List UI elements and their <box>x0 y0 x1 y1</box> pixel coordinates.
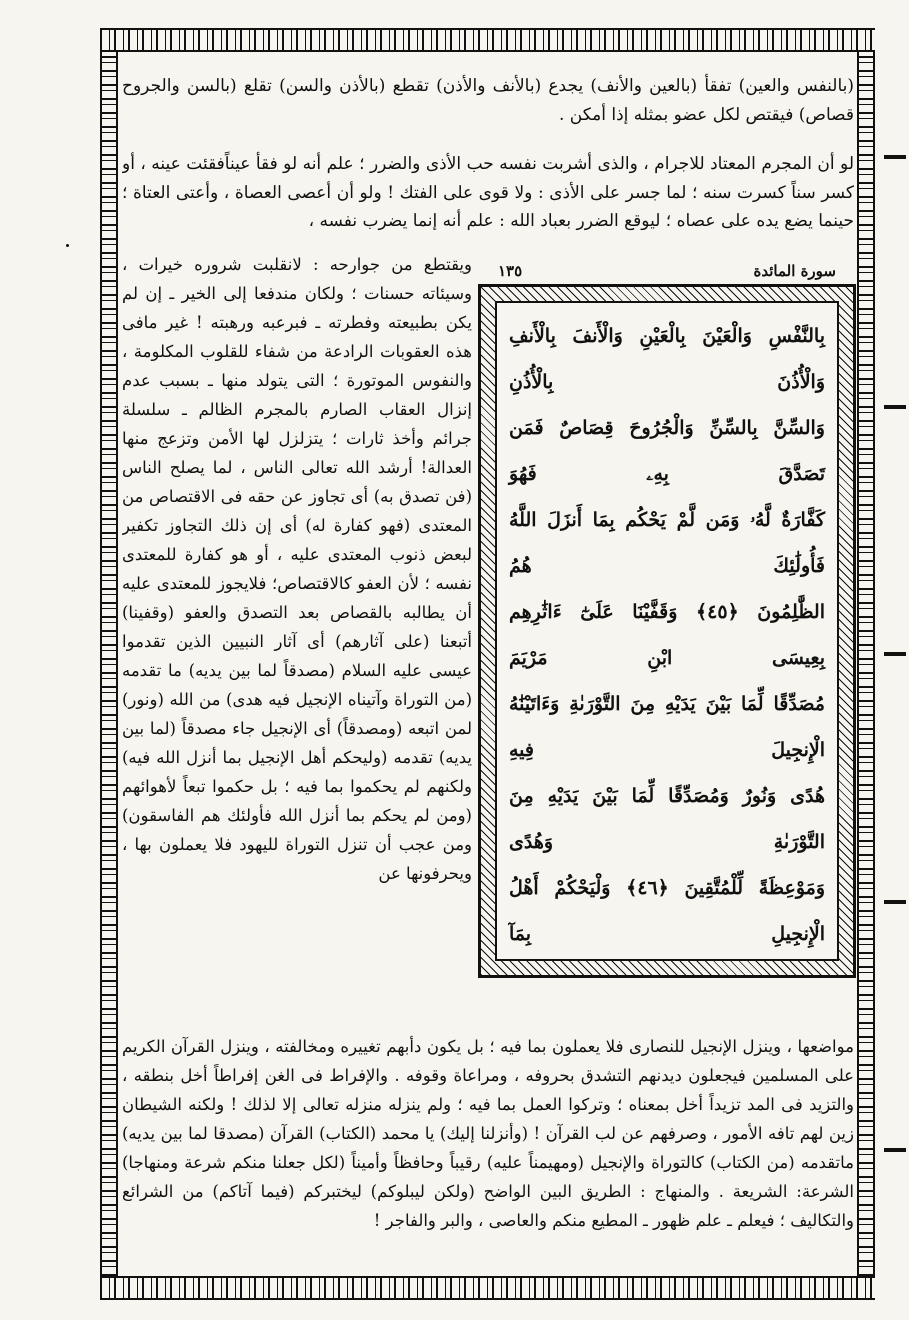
margin-mark <box>884 405 906 409</box>
commentary-column-text: ويقتطع من جوارحه : لانقلبت شروره خيرات ، وسيئاته حسنات ؛ ولكان مندفعا إلى الخير ـ إن لم يكن بطبيعته وفطرته ـ فبرعبه ورهبته ! غير مافى هذه العقوبات الرادعة من شفاء للقلوب المكلومة ، والنفوس الموتورة ؛ التى يتولد منها ـ بسبب عدم إنزال العقاب الصارم بالمجرم الظالم ـ سلسلة جرائم وأخذ ثارات ؛ يتزلزل لها الأمن وتزعج منها العدالة! أرشد الله تعالى الناس ، لما يصلح الناس (فن تصدق به) أى تجاوز عن حقه فى الاقتصاص من المعتدى (فهو كفارة له) أى إن ذلك التجاوز تكفير لبعض ذنوب المعتدى عليه ، أو هو كفارة للمعتدى نفسه ؛ لأن العفو كالاقتصاص؛ فلايجوز للمعتدى عليه أن يطالبه بالقصاص بعد التصدق والعفو (وقفينا) أتبعنا (على آثارهم) أى آثار النبيين الذين تقدموا عيسى عليه السلام (مصدقاً لما بين يديه) ما تقدمه (من التوراة وآتيناه الإنجيل فيه هدى) من الله (ونور) لمن اتبعه (ومصدقاً) أى الإنجيل جاء مصدقاً (لما بين يديه) تقدمه (وليحكم أهل الإنجيل بما أنزل الله فيه) ولكنهم لم يحكموا بما فيه ؛ بل حكموا تبعاً لأهوائهم (ومن لم يحكم بما أنزل الله فأولئك هم الفاسقون) ومن عجب أن تنزل التوراة لليهود فلا يعملون بها ، ويحرفونها عن <box>122 255 472 883</box>
right-ornament-border <box>857 52 875 1276</box>
verse-line: مُصَدِّقًا لِّمَا بَيْنَ يَدَيْهِ مِنَ التَّوْرَىٰةِ وَءَاتَيْنَٰهُ الْإِنجِيلَ فِيهِ <box>509 693 825 761</box>
top-paragraph <box>122 72 854 142</box>
quran-verse-box <box>478 258 856 978</box>
margin-mark <box>884 652 906 656</box>
top-ornament-border <box>100 28 875 52</box>
intro-paragraph-text: لو أن المجرم المعتاد للاجرام ، والذى أشربت نفسه حب الأذى والضرر ؛ علم أنه لو فقأ عيناًفقئت عينه ، أو كسر سناً كسرت سنه ؛ لما جسر على الأذى : ولا قوى على الفتك ! ولو أن أعصى العصاة ، وأعتى العتاة ؛ حينما يضع يده على عصاه ؛ ليوقع الضرر بعباد الله : علم أنه إنما يضرب نفسه ، <box>122 154 854 231</box>
verse-text-area <box>495 301 839 961</box>
margin-mark <box>884 155 906 159</box>
verse-line: وَمَوْعِظَةً لِّلْمُتَّقِينَ ﴿٤٦﴾ وَلْيَحْكُمْ أَهْلُ الْإِنجِيلِ بِمَآ <box>509 877 826 945</box>
verse-line: كَفَّارَةٌ لَّهُۥ وَمَن لَّمْ يَحْكُم بِمَا أَنزَلَ اللَّهُ فَأُولَٰئِكَ هُمُ <box>509 509 825 577</box>
bottom-paragraph-text: مواضعها ، وينزل الإنجيل للنصارى فلا يعملون بما فيه ؛ بل يكون دأبهم تغييره ومخالفته ، وينزل القرآن الكريم على المسلمين فيجعلون ديدنهم التشدق بحروفه ، ومراعاة وقوفه . والإفراط فى الغن إفراطاً أخل بنطقه ، والتزيد فى المد تزيداً أخل بمعناه ؛ وتركوا العمل بما فيه ؛ ولم ينزله منزله تعالى إلا لذلك ! ولكنه الشيطان زين لهم تافه الأمور ، وصرفهم عن لب القرآن ! (وأنزلنا إليك) يا محمد (الكتاب) القرآن (مصدقا لما بين يديه) ماتقدمه (من الكتاب) كالتوراة والإنجيل (ومهيمناً عليه) رقيباً وحافظاً وأميناً (لكل جعلنا منكم شرعة ومنهاجا) الشرعة: الشريعة . والمنهاج : الطريق البين الواضح (ولكن ليبلوكم) ليختبركم (فيما آتاكم) من الشرائع والتكاليف ؛ فيعلم ـ علم ظهور ـ المطيع منكم والعاصى ، والبر والفاجر ! <box>122 1037 854 1230</box>
verse-line: هُدًى وَنُورٌ وَمُصَدِّقًا لِّمَا بَيْنَ يَدَيْهِ مِنَ التَّوْرَىٰةِ وَهُدًى <box>509 785 825 853</box>
margin-mark <box>884 900 906 904</box>
page-number: ١٣٥ <box>498 262 523 280</box>
intro-paragraph <box>122 150 854 250</box>
verse-line: وَالسِّنَّ بِالسِّنِّ وَالْجُرُوحَ قِصَاصٌ فَمَن تَصَدَّقَ بِهِۦ فَهُوَ <box>509 417 825 485</box>
commentary-column <box>122 250 472 1030</box>
top-paragraph-text: (بالنفس والعين) تفقأ (بالعين والأنف) يجدع (بالأنف والأذن) تقطع (بالأذن والسن) تقلع (بالسن والجروح قصاص) فيقتص لكل عضو بمثله إذا أمكن . <box>122 76 854 125</box>
verse-ornament-frame <box>478 284 856 978</box>
scan-dot <box>66 244 69 247</box>
bottom-ornament-border <box>100 1276 875 1300</box>
margin-mark <box>884 1148 906 1152</box>
surah-name: سورة المائدة <box>753 262 836 280</box>
verse-line: بِالنَّفْسِ وَالْعَيْنَ بِالْعَيْنِ وَالْأَنفَ بِالْأَنفِ وَالْأُذُنَ بِالْأُذُنِ <box>509 325 825 393</box>
verse-line <box>509 957 825 961</box>
verse-line: الظَّٰلِمُونَ ﴿٤٥﴾ وَقَفَّيْنَا عَلَىٰٓ ءَاثَٰرِهِم بِعِيسَى ابْنِ مَرْيَمَ <box>509 601 825 669</box>
left-ornament-border <box>100 52 118 1276</box>
verse-header <box>478 258 856 284</box>
bottom-paragraph <box>122 1032 854 1268</box>
